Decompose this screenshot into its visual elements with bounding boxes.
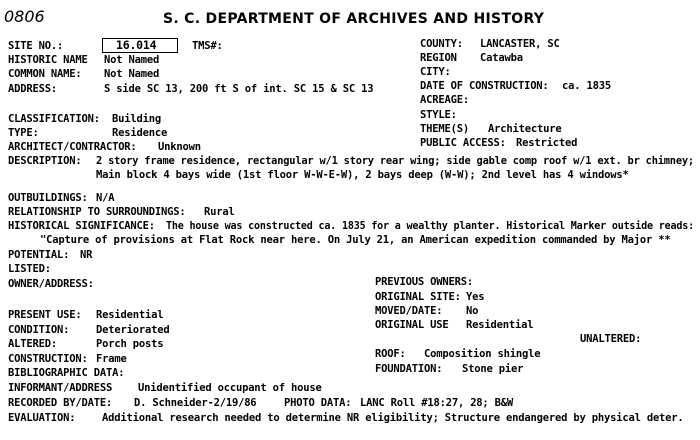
theme-label: THEME(S) — [420, 123, 469, 135]
unaltered-label: UNALTERED: — [580, 333, 642, 345]
condition-value: Deteriorated — [96, 324, 170, 336]
public-access-label: PUBLIC ACCESS: — [420, 137, 506, 149]
moved-date-label: MOVED/DATE: — [375, 305, 443, 317]
listed-label: LISTED: — [8, 263, 51, 275]
moved-date-value: No — [466, 305, 479, 317]
informant-label: INFORMANT/ADDRESS — [8, 382, 113, 394]
altered-value: Porch posts — [96, 338, 164, 350]
evaluation-label: EVALUATION: — [8, 412, 76, 424]
photo-data-value: LANC Roll #18:27, 28; B&W — [360, 397, 514, 409]
architect-label: ARCHITECT/CONTRACTOR: — [8, 141, 137, 153]
description-line-1: 2 story frame residence, rectangular w/1 story rear wing; side gable comp roof w/1 ext. br chimney; — [96, 155, 694, 167]
acreage-label: ACREAGE: — [420, 94, 469, 106]
historical-significance-line-1: The house was constructed ca. 1835 for a wealthy planter. Historical Marker outside reads: — [166, 220, 694, 232]
region-value: Catawba — [480, 52, 523, 64]
historic-name-value: Not Named — [104, 54, 160, 66]
outbuildings-label: OUTBUILDINGS: — [8, 192, 88, 204]
tms-label: TMS#: — [192, 40, 223, 52]
city-label: CITY: — [420, 66, 451, 78]
previous-owners-label: PREVIOUS OWNERS: — [375, 276, 473, 288]
historic-name-label: HISTORIC NAME — [8, 54, 88, 66]
relationship-value: Rural — [204, 206, 235, 218]
classification-label: CLASSIFICATION: — [8, 113, 100, 125]
present-use-label: PRESENT USE: — [8, 309, 82, 321]
description-line-2: Main block 4 bays wide (1st floor W-W-E-W), 2 bays deep (W-W); 2nd level has 4 windows* — [96, 169, 629, 181]
relationship-label: RELATIONSHIP TO SURROUNDINGS: — [8, 206, 186, 218]
owner-address-label: OWNER/ADDRESS: — [8, 278, 94, 290]
address-value: S side SC 13, 200 ft S of int. SC 15 & SC 13 — [104, 83, 374, 95]
altered-label: ALTERED: — [8, 338, 57, 350]
historical-significance-line-2: "Capture of provisions at Flat Rock near here. On July 21, an American expedition commanded by Major ** — [40, 234, 671, 246]
region-label: REGION — [420, 52, 457, 64]
original-site-label: ORIGINAL SITE: — [375, 291, 461, 303]
informant-value: Unidentified occupant of house — [138, 382, 322, 394]
photo-data-label: PHOTO DATA: — [284, 397, 352, 409]
date-construction-value: ca. 1835 — [562, 80, 611, 92]
county-value: LANCASTER, SC — [480, 38, 560, 50]
architect-value: Unknown — [158, 141, 201, 153]
style-label: STYLE: — [420, 109, 457, 121]
site-no-value: 16.014 — [116, 38, 157, 52]
site-no-label: SITE NO.: — [8, 40, 64, 52]
theme-value: Architecture — [488, 123, 562, 135]
foundation-value: Stone pier — [462, 363, 524, 375]
outbuildings-value: N/A — [96, 192, 115, 204]
date-construction-label: DATE OF CONSTRUCTION: — [420, 80, 549, 92]
construction-label: CONSTRUCTION: — [8, 353, 88, 365]
roof-value: Composition shingle — [424, 348, 541, 360]
recorded-by-value: D. Schneider-2/19/86 — [134, 397, 257, 409]
construction-value: Frame — [96, 353, 127, 365]
type-label: TYPE: — [8, 127, 39, 139]
condition-label: CONDITION: — [8, 324, 70, 336]
bibliographic-data-label: BIBLIOGRAPHIC DATA: — [8, 367, 125, 379]
public-access-value: Restricted — [516, 137, 578, 149]
common-name-label: COMMON NAME: — [8, 68, 82, 80]
address-label: ADDRESS: — [8, 83, 57, 95]
roof-label: ROOF: — [375, 348, 406, 360]
historical-significance-label: HISTORICAL SIGNIFICANCE: — [8, 220, 155, 232]
evaluation-value: Additional research needed to determine NR eligibility; Structure endangered by physical deter. — [102, 412, 684, 424]
present-use-value: Residential — [96, 309, 164, 321]
original-site-value: Yes — [466, 291, 485, 303]
description-label: DESCRIPTION: — [8, 155, 82, 167]
recorded-by-label: RECORDED BY/DATE: — [8, 397, 113, 409]
type-value: Residence — [112, 127, 168, 139]
foundation-label: FOUNDATION: — [375, 363, 443, 375]
original-use-value: Residential — [466, 319, 534, 331]
original-use-label: ORIGINAL USE — [375, 319, 449, 331]
common-name-value: Not Named — [104, 68, 160, 80]
potential-label: POTENTIAL: — [8, 249, 70, 261]
form-number: 0806 — [4, 7, 45, 26]
page-title: S. C. DEPARTMENT OF ARCHIVES AND HISTORY — [163, 11, 545, 27]
county-label: COUNTY: — [420, 38, 463, 50]
potential-value: NR — [80, 249, 93, 261]
classification-value: Building — [112, 113, 161, 125]
